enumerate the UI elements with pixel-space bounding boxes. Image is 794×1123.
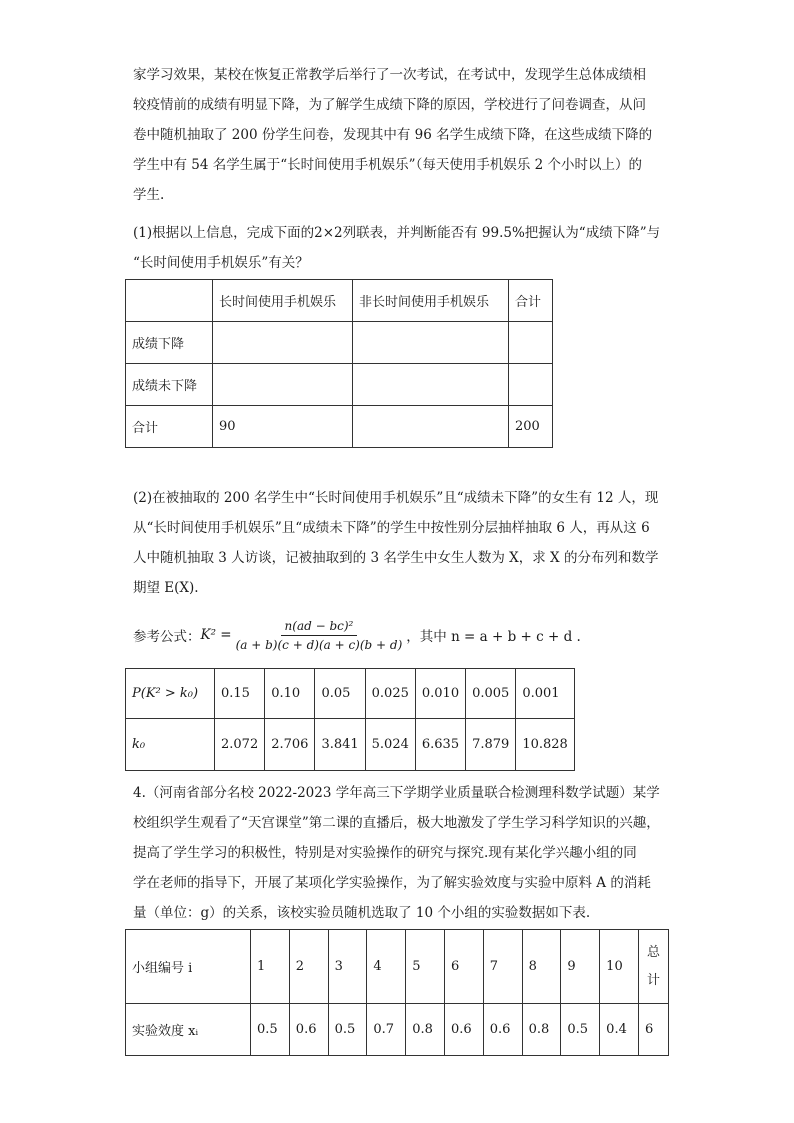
- question-1: [133, 218, 673, 278]
- table-cell: 实验效度 xᵢ: [126, 1004, 251, 1056]
- table-cell: 0.15: [215, 669, 265, 719]
- table-cell: 合计: [509, 280, 553, 322]
- reference-formula: [133, 612, 581, 658]
- table-row: [126, 322, 553, 364]
- table-cell: 0.5: [328, 1004, 367, 1056]
- problem-4-line: 4.（河南省部分名校 2022-2023 学年高三下学期学业质量联合检测理科数学试题）某学: [133, 785, 660, 801]
- table-cell: 0.7: [367, 1004, 406, 1056]
- table-cell: 7.879: [466, 719, 516, 771]
- problem-4-line: 校组织学生观看了“天宫课堂”第二课的直播后，极大地激发了学生学习科学知识的兴趣，: [133, 815, 660, 831]
- intro-line: 学生.: [133, 187, 165, 203]
- table-cell: 非长时间使用手机娱乐: [353, 280, 509, 322]
- problem-4-line: 量（单位：g）的关系，该校实验员随机选取了 10 个小组的实验数据如下表.: [133, 905, 591, 921]
- question-2-line: 从“长时间使用手机娱乐”且“成绩未下降”的学生中按性别分层抽样抽取 6 人，再从这 6: [133, 520, 650, 536]
- table-cell: 7: [483, 930, 522, 1004]
- total-label: 计: [646, 972, 660, 988]
- table-cell: 0.5: [561, 1004, 600, 1056]
- intro-paragraph: [133, 60, 673, 210]
- problem-4-line: 学在老师的指导下，开展了某项化学实验操作，为了解实验效度与实验中原料 A 的消耗: [133, 875, 651, 891]
- formula-fraction: [236, 619, 403, 652]
- table-cell: [353, 322, 509, 364]
- intro-line: 较疫情前的成绩有明显下降，为了解学生成绩下降的原因，学校进行了问卷调查，从问: [133, 97, 646, 113]
- formula-denominator: (a + b)(c + d)(a + c)(b + d): [235, 637, 403, 652]
- table-row: [126, 669, 575, 719]
- table-cell: 9: [561, 930, 600, 1004]
- table-cell: k₀: [126, 719, 215, 771]
- table-row: [126, 1004, 669, 1056]
- question-1-line: (1)根据以上信息，完成下面的2×2列联表，并判断能否有 99.5%把握认为“成绩下降”与: [133, 225, 661, 241]
- question-2-line: 人中随机抽取 3 人访谈，记被抽取到的 3 名学生中女生人数为 X，求 X 的分布列和数学: [133, 550, 659, 566]
- table-cell: 3: [328, 930, 367, 1004]
- table-cell: 5: [406, 930, 445, 1004]
- formula-numerator: n(ad − bc)²: [281, 619, 358, 636]
- table-cell: [213, 364, 353, 406]
- table-cell: 0.5: [251, 1004, 290, 1056]
- table-cell: [638, 930, 668, 1004]
- table-cell: 0.4: [600, 1004, 639, 1056]
- table-cell: 成绩未下降: [126, 364, 213, 406]
- table-cell: 200: [509, 406, 553, 448]
- intro-line: 卷中随机抽取了 200 份学生问卷，发现其中有 96 名学生成绩下降，在这些成绩下降的: [133, 127, 653, 143]
- table-cell: 10: [600, 930, 639, 1004]
- problem-4: [133, 778, 673, 928]
- table-cell: 成绩下降: [126, 322, 213, 364]
- table-cell: 3.841: [315, 719, 365, 771]
- question-1-line: “长时间使用手机娱乐”有关？: [133, 255, 309, 271]
- table-row: [126, 364, 553, 406]
- table-cell: 8: [522, 930, 561, 1004]
- table-cell: 10.828: [516, 719, 575, 771]
- table-cell: 0.05: [315, 669, 365, 719]
- critical-value-table: [125, 668, 575, 771]
- table-cell: 6: [638, 1004, 668, 1056]
- table-cell: 0.10: [265, 669, 315, 719]
- question-2-line: 期望 E(X).: [133, 580, 199, 596]
- table-cell: [509, 364, 553, 406]
- question-2: [133, 483, 673, 603]
- table-cell: 5.024: [365, 719, 415, 771]
- table-cell: 0.6: [444, 1004, 483, 1056]
- table-cell: [509, 322, 553, 364]
- table-row: [126, 280, 553, 322]
- intro-line: 学生中有 54 名学生属于“长时间使用手机娱乐”（每天使用手机娱乐 2 个小时以上）的: [133, 157, 642, 173]
- table-row: [126, 930, 669, 1004]
- formula-label: 参考公式：: [133, 629, 201, 645]
- table-cell: 小组编号 i: [126, 930, 251, 1004]
- table-cell: [213, 322, 353, 364]
- table-cell: 2: [289, 930, 328, 1004]
- table-cell: 0.025: [365, 669, 415, 719]
- table-cell: [126, 280, 213, 322]
- table-cell: 0.001: [516, 669, 575, 719]
- table-cell: 0.010: [415, 669, 465, 719]
- table-cell: 1: [251, 930, 290, 1004]
- problem-4-line: 提高了学生学习的积极性，特别是对实验操作的研究与探究.现有某化学兴趣小组的同: [133, 845, 637, 861]
- total-label: 总: [646, 944, 660, 960]
- table-cell: P(K² > k₀): [126, 669, 215, 719]
- experiment-table: [125, 929, 669, 1056]
- table-cell: 90: [213, 406, 353, 448]
- table-cell: [353, 364, 509, 406]
- formula-suffix: ，其中 n = a + b + c + d .: [406, 629, 581, 645]
- table-cell: 6: [444, 930, 483, 1004]
- table-cell: 0.8: [406, 1004, 445, 1056]
- table-cell: 0.6: [289, 1004, 328, 1056]
- table-cell: 合计: [126, 406, 213, 448]
- formula-lhs: K² =: [200, 627, 232, 643]
- intro-line: 家学习效果，某校在恢复正常教学后举行了一次考试，在考试中，发现学生总体成绩相: [133, 67, 646, 83]
- contingency-table: [125, 279, 553, 448]
- table-row: [126, 406, 553, 448]
- table-cell: 长时间使用手机娱乐: [213, 280, 353, 322]
- table-cell: 2.072: [215, 719, 265, 771]
- table-cell: 0.005: [466, 669, 516, 719]
- table-row: [126, 719, 575, 771]
- table-cell: 0.6: [483, 1004, 522, 1056]
- table-cell: 2.706: [265, 719, 315, 771]
- table-cell: 6.635: [415, 719, 465, 771]
- table-cell: 0.8: [522, 1004, 561, 1056]
- question-2-line: (2)在被抽取的 200 名学生中“长时间使用手机娱乐”且“成绩未下降”的女生有 12 人，现: [133, 490, 659, 506]
- table-cell: [353, 406, 509, 448]
- table-cell: 4: [367, 930, 406, 1004]
